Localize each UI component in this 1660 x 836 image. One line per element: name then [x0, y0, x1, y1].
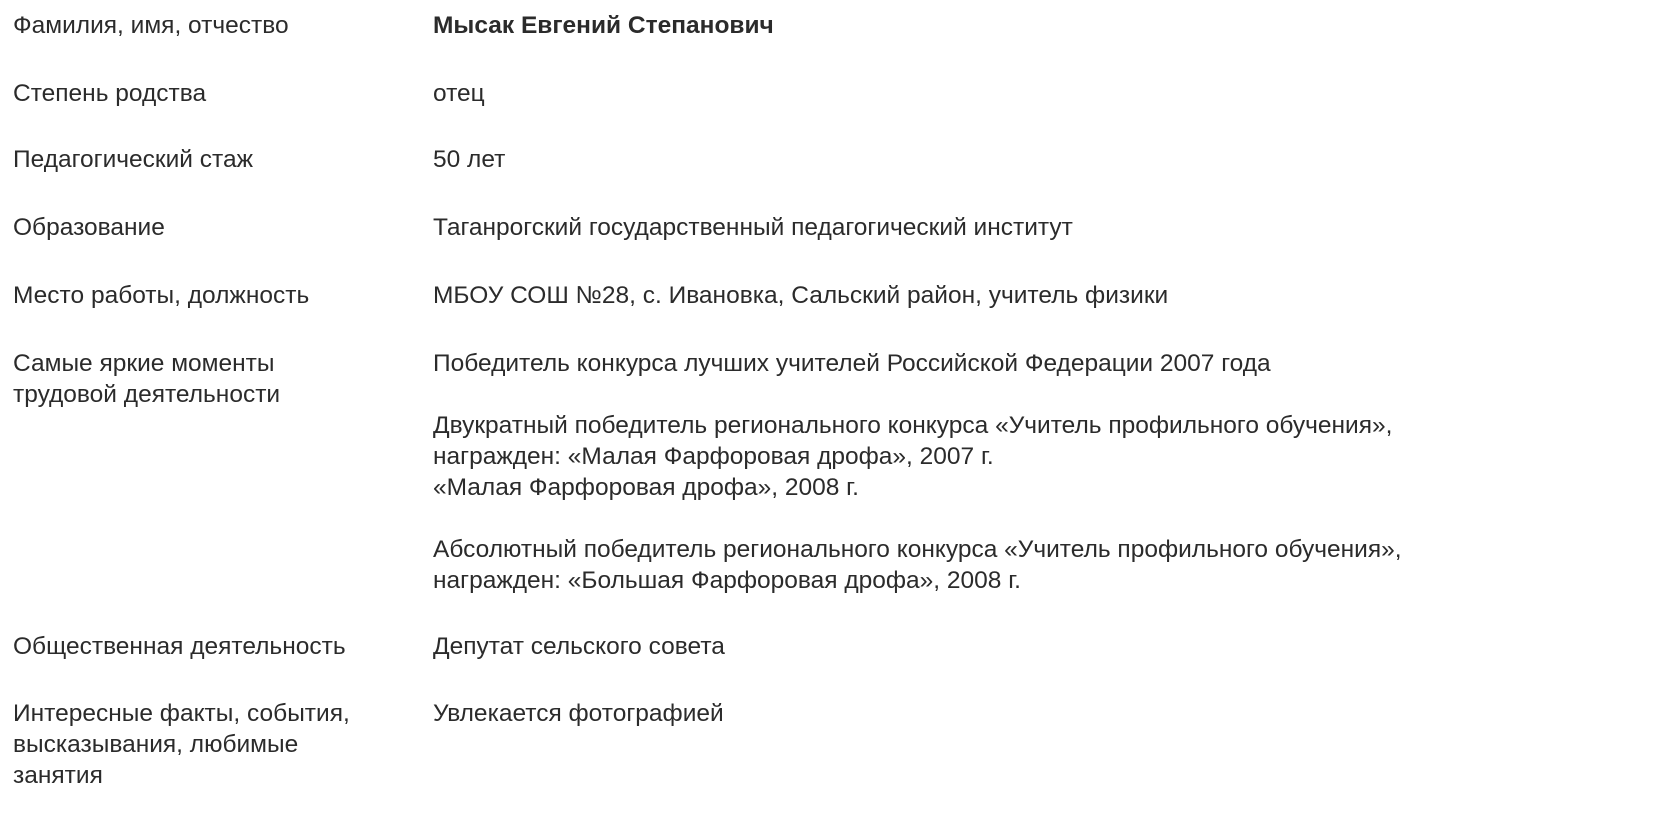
row-full-name	[13, 10, 1643, 41]
interests-label	[13, 698, 433, 791]
row-interests	[13, 698, 1643, 791]
career-highlights-label-line: трудовой деятельности	[13, 381, 281, 408]
highlight-paragraph	[433, 410, 1643, 503]
public-activity-label: Общественная деятельность	[13, 633, 346, 660]
workplace-value: МБОУ СОШ №28, с. Ивановка, Сальский район, учитель физики	[433, 282, 1169, 309]
row-teaching-experience	[13, 144, 1643, 175]
highlight-line: награжден: «Большая Фарфоровая дрофа», 2008 г.	[433, 567, 1021, 594]
interests-label-line: занятия	[13, 762, 103, 789]
workplace-label: Место работы, должность	[13, 282, 310, 309]
education-value: Таганрогский государственный педагогический институт	[433, 214, 1073, 241]
career-highlights-label	[13, 348, 433, 410]
teaching-experience-label: Педагогический стаж	[13, 146, 254, 173]
teaching-experience-value: 50 лет	[433, 146, 506, 173]
highlight-paragraph	[433, 348, 1643, 379]
public-activity-value: Депутат сельского совета	[433, 633, 725, 660]
row-public-activity	[13, 631, 1643, 662]
row-career-highlights	[13, 348, 1643, 596]
highlight-line: Абсолютный победитель регионального конкурса «Учитель профильного обучения»,	[433, 536, 1402, 563]
interests-value: Увлекается фотографией	[433, 700, 724, 727]
full-name-value: Мысак Евгений Степанович	[433, 12, 774, 39]
highlight-line: Двукратный победитель регионального конкурса «Учитель профильного обучения»,	[433, 412, 1393, 439]
interests-label-line: высказывания, любимые	[13, 731, 299, 758]
highlight-line: Победитель конкурса лучших учителей Российской Федерации 2007 года	[433, 350, 1271, 377]
relationship-value: отец	[433, 80, 485, 107]
highlight-line: «Малая Фарфоровая дрофа», 2008 г.	[433, 474, 859, 501]
full-name-label: Фамилия, имя, отчество	[13, 12, 289, 39]
row-workplace	[13, 280, 1643, 311]
highlight-paragraph	[433, 534, 1643, 596]
career-highlights-label-line: Самые яркие моменты	[13, 350, 275, 377]
education-label: Образование	[13, 214, 165, 241]
row-relationship	[13, 78, 1643, 109]
relationship-label: Степень родства	[13, 80, 207, 107]
interests-label-line: Интересные факты, события,	[13, 700, 350, 727]
row-education	[13, 212, 1643, 243]
career-highlights-value	[433, 348, 1643, 596]
profile-table	[13, 10, 1643, 791]
highlight-line: награжден: «Малая Фарфоровая дрофа», 2007 г.	[433, 443, 994, 470]
